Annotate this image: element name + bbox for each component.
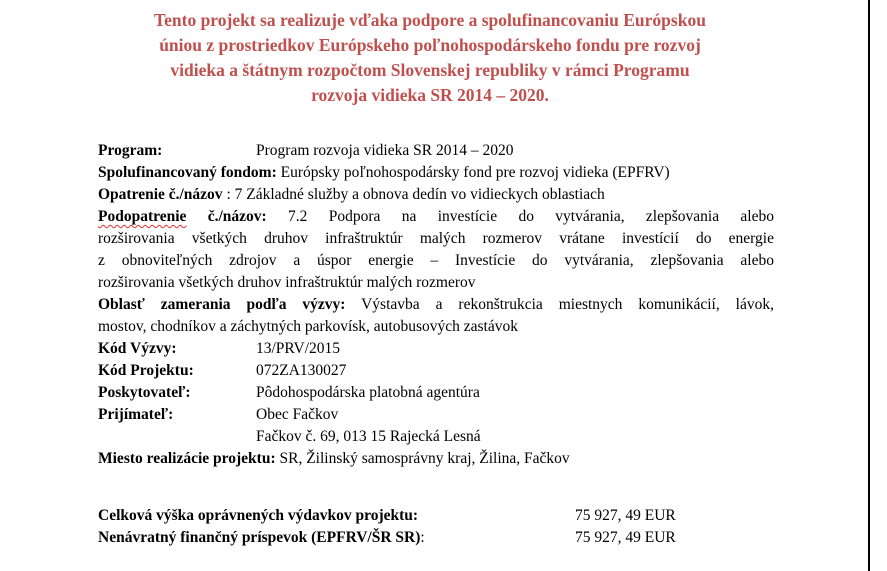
eligible-label: Celková výška oprávnených výdavkov projektu: [98,507,419,524]
project-code-value: 072ZA130027 [256,362,347,379]
measure-value: : 7 Základné služby a obnova dedín vo vidieckych oblastiach [222,186,605,203]
page-edge [868,0,870,571]
heading-line-2: úniou z prostriedkov Európskeho poľnohospodárskeho fondu pre rozvoj [159,35,701,55]
area-text-2: mostov, chodníkov a záchytných parkovísk, autobusových zastávok [98,318,518,335]
submeasure-text-4: rozširovania všetkých druhov infraštruktúr malých rozmerov [98,274,476,291]
heading-line-4: rozvoja vidieka SR 2014 – 2020. [311,85,549,105]
submeasure-line-1 [98,206,774,228]
recipient-address-row [98,426,774,448]
place-row [98,448,774,470]
call-value: 13/PRV/2015 [256,340,341,357]
area-text-1: Výstavba a rekonštrukcia miestnych komunikácií, lávok, [345,296,774,313]
eligible-row [98,505,676,527]
program-row [98,140,774,162]
grant-row [98,527,676,549]
area-label: Oblasť zamerania podľa výzvy: [98,296,346,313]
submeasure-label-word: Podopatrenie [98,208,187,225]
submeasure-line-4 [98,272,774,294]
grant-value: 75 927, 49 EUR [575,529,676,546]
measure-label: Opatrenie č./názov [98,186,223,203]
eligible-value: 75 927, 49 EUR [575,507,676,524]
submeasure-line-3 [98,250,774,272]
submeasure-text-3: z obnoviteľných zdrojov a úspor energie – Investície do vytvárania, zlepšovania alebo [98,252,774,269]
submeasure-label-rest: č./názov: [186,208,267,225]
grant-suffix: : [420,529,425,546]
provider-row [98,382,774,404]
recipient-address: Fačkov č. 69, 013 15 Rajecká Lesná [256,428,481,445]
heading-line-1: Tento projekt sa realizuje vďaka podpore a spolufinancovaniu Európskou [154,10,706,30]
recipient-row [98,404,774,426]
place-value: SR, Žilinský samosprávny kraj, Žilina, Fačkov [275,450,570,467]
cofund-label: Spolufinancovaný fondom: [98,164,277,181]
program-label: Program: [98,142,163,159]
recipient-label: Prijímateľ: [98,406,174,423]
project-heading [90,8,770,108]
program-value: Program rozvoja vidieka SR 2014 – 2020 [256,142,514,159]
recipient-value: Obec Fačkov [256,406,339,423]
project-totals [98,505,676,549]
heading-line-3: vidieka a štátnym rozpočtom Slovenskej republiky v rámci Programu [170,60,690,80]
project-info [98,140,774,470]
project-code-row [98,360,774,382]
grant-label: Nenávratný finančný príspevok (EPFRV/ŠR SR) [98,529,421,546]
provider-value: Pôdohospodárska platobná agentúra [256,384,480,401]
area-line-1 [98,294,774,316]
call-label: Kód Výzvy: [98,340,177,357]
cofund-row [98,162,774,184]
submeasure-line-2 [98,228,774,250]
cofund-value: Európsky poľnohospodársky fond pre rozvoj vidieka (EPFRV) [276,164,670,181]
submeasure-text-2: rozširovania všetkých druhov infraštruktúr malých rozmerov vrátane investícií do energie [98,230,774,247]
place-label: Miesto realizácie projektu: [98,450,276,467]
measure-row [98,184,774,206]
call-row [98,338,774,360]
project-code-label: Kód Projektu: [98,362,194,379]
provider-label: Poskytovateľ: [98,384,191,401]
area-line-2 [98,316,774,338]
submeasure-text-1: 7.2 Podpora na investície do vytvárania, zlepšovania alebo [266,208,774,225]
